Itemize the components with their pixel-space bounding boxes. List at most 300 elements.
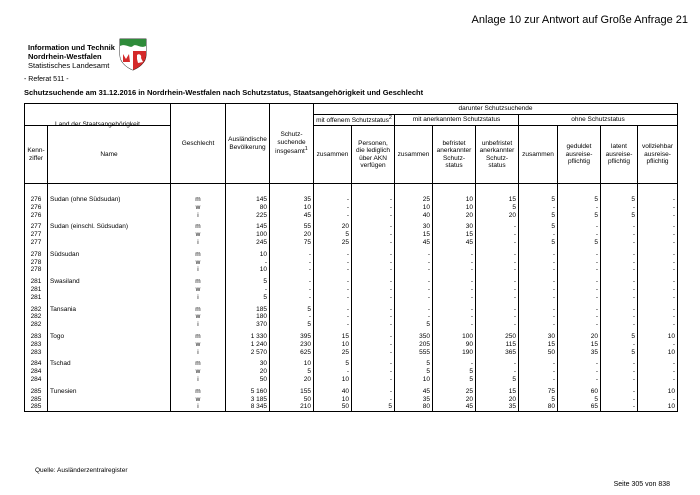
value-cell: 80 (519, 403, 558, 411)
value-cell: 145 (226, 223, 270, 231)
value-cell: - (352, 212, 395, 220)
referat-label: - Referat 511 - (24, 76, 69, 83)
value-cell: 5 (601, 333, 638, 341)
value-cell: - (476, 294, 519, 302)
value-cell: - (395, 278, 433, 286)
value-cell: 15 (519, 341, 558, 349)
header-befristet: befristet anerkannter Schutz-status (433, 126, 476, 184)
value-cell: - (558, 259, 601, 267)
header-offen: mit offenem Schutzstatus$^2$ (314, 115, 395, 126)
kennziffer-cell: 283 (25, 341, 48, 349)
value-cell: - (558, 313, 601, 321)
value-cell: - (638, 204, 678, 212)
kennziffer-cell: 281 (25, 286, 48, 294)
value-cell: - (601, 403, 638, 411)
value-cell: 5 (433, 376, 476, 384)
country-name-cell (48, 396, 171, 404)
value-cell: 30 (519, 333, 558, 341)
value-cell: - (352, 223, 395, 231)
value-cell: 25 (314, 239, 352, 247)
country-name-cell: Sudan (ohne Südsudan) (48, 196, 171, 204)
table-title: Schutzsuchende am 31.12.2016 in Nordrhein-Westfalen nach Schutzstatus, Staatsangehörigkeit und Geschlecht (24, 88, 424, 97)
value-cell: 5 (226, 294, 270, 302)
value-cell: - (352, 333, 395, 341)
value-cell: - (270, 259, 314, 267)
sex-cell: m (171, 388, 226, 396)
kennziffer-cell: 278 (25, 259, 48, 267)
value-cell: - (314, 368, 352, 376)
value-cell: 555 (395, 349, 433, 357)
value-cell: - (352, 313, 395, 321)
value-cell: - (601, 204, 638, 212)
value-cell: - (433, 251, 476, 259)
value-cell: 15 (558, 341, 601, 349)
kennziffer-cell: 276 (25, 212, 48, 220)
table-row (25, 333, 678, 341)
value-cell: - (601, 306, 638, 314)
value-cell: 20 (433, 212, 476, 220)
kennziffer-cell: 278 (25, 251, 48, 259)
value-cell: 5 (314, 360, 352, 368)
value-cell: - (638, 368, 678, 376)
value-cell: 5 (558, 239, 601, 247)
table-row (25, 212, 678, 220)
value-cell: - (601, 360, 638, 368)
value-cell: - (433, 321, 476, 329)
value-cell: 10 (433, 196, 476, 204)
table-row (25, 239, 678, 247)
value-cell: - (558, 251, 601, 259)
value-cell: - (601, 286, 638, 294)
header-name: Name (48, 126, 171, 184)
table-row (25, 349, 678, 357)
value-cell: - (395, 259, 433, 267)
value-cell: - (433, 286, 476, 294)
value-cell: - (314, 204, 352, 212)
kennziffer-cell: 282 (25, 321, 48, 329)
table-row (25, 294, 678, 302)
value-cell: 5 160 (226, 388, 270, 396)
value-cell: - (638, 251, 678, 259)
sex-cell: i (171, 266, 226, 274)
value-cell: - (476, 278, 519, 286)
value-cell: - (270, 313, 314, 321)
value-cell: - (314, 278, 352, 286)
value-cell: - (638, 321, 678, 329)
value-cell: - (476, 239, 519, 247)
value-cell: - (352, 396, 395, 404)
value-cell: 65 (558, 403, 601, 411)
value-cell: - (433, 306, 476, 314)
value-cell: 5 (519, 212, 558, 220)
kennziffer-cell: 284 (25, 368, 48, 376)
value-cell: 5 (519, 239, 558, 247)
header-latent: latent ausreise-pflichtig (601, 126, 638, 184)
value-cell: - (395, 251, 433, 259)
value-cell: 45 (270, 212, 314, 220)
country-name-cell (48, 212, 171, 220)
value-cell: - (519, 251, 558, 259)
value-cell: 50 (519, 349, 558, 357)
value-cell: 5 (476, 204, 519, 212)
value-cell: - (314, 266, 352, 274)
annex-label: Anlage 10 zur Antwort auf Große Anfrage 21 (471, 14, 688, 26)
value-cell: 45 (433, 403, 476, 411)
value-cell: - (638, 376, 678, 384)
value-cell: 225 (226, 212, 270, 220)
table-row (25, 204, 678, 212)
value-cell: - (476, 360, 519, 368)
value-cell: 370 (226, 321, 270, 329)
value-cell: - (226, 286, 270, 294)
value-cell: 100 (226, 231, 270, 239)
value-cell: - (638, 306, 678, 314)
sex-cell: m (171, 306, 226, 314)
value-cell: - (352, 286, 395, 294)
value-cell: 3 185 (226, 396, 270, 404)
value-cell: - (352, 360, 395, 368)
value-cell: 80 (226, 204, 270, 212)
kennziffer-cell: 282 (25, 313, 48, 321)
value-cell: 20 (314, 223, 352, 231)
value-cell: 25 (395, 196, 433, 204)
value-cell: 5 (433, 368, 476, 376)
value-cell: 15 (395, 231, 433, 239)
country-name-cell (48, 349, 171, 357)
kennziffer-cell: 285 (25, 388, 48, 396)
value-cell: - (352, 376, 395, 384)
sex-cell: i (171, 294, 226, 302)
value-cell: 20 (270, 376, 314, 384)
value-cell: - (352, 341, 395, 349)
value-cell: - (226, 259, 270, 267)
value-cell: 5 (601, 212, 638, 220)
value-cell: - (638, 223, 678, 231)
org-line-1: Information und Technik (28, 43, 115, 52)
value-cell: - (314, 313, 352, 321)
value-cell: - (314, 321, 352, 329)
value-cell: - (270, 278, 314, 286)
value-cell: - (519, 286, 558, 294)
value-cell: - (601, 396, 638, 404)
value-cell: - (558, 278, 601, 286)
value-cell: 5 (558, 196, 601, 204)
header-schutz-insgesamt: Schutz-suchende insgesamt$^1$ (270, 104, 314, 184)
country-name-cell (48, 321, 171, 329)
value-cell: 180 (226, 313, 270, 321)
header-anerkannt: mit anerkanntem Schutzstatus (395, 115, 519, 126)
value-cell: - (476, 321, 519, 329)
table-row (25, 231, 678, 239)
kennziffer-cell: 284 (25, 376, 48, 384)
value-cell: - (395, 294, 433, 302)
value-cell: - (638, 294, 678, 302)
value-cell: 10 (395, 204, 433, 212)
value-cell: - (476, 266, 519, 274)
value-cell: 625 (270, 349, 314, 357)
value-cell: 350 (395, 333, 433, 341)
sex-cell: m (171, 223, 226, 231)
value-cell: - (601, 341, 638, 349)
value-cell: 5 (476, 376, 519, 384)
value-cell: 75 (270, 239, 314, 247)
value-cell: - (352, 306, 395, 314)
country-name-cell: Sudan (einschl. Südsudan) (48, 223, 171, 231)
country-name-cell: Swasiland (48, 278, 171, 286)
value-cell: 5 (226, 278, 270, 286)
value-cell: - (638, 231, 678, 239)
table-row (25, 376, 678, 384)
value-cell: - (352, 388, 395, 396)
value-cell: - (476, 231, 519, 239)
value-cell: 365 (476, 349, 519, 357)
value-cell: 10 (638, 403, 678, 411)
value-cell: - (433, 294, 476, 302)
value-cell: 10 (638, 333, 678, 341)
value-cell: 20 (558, 333, 601, 341)
value-cell: 10 (270, 204, 314, 212)
header-personen-akn: Personen, die lediglich über AKN verfügen (352, 126, 395, 184)
value-cell: 10 (226, 251, 270, 259)
value-cell: 80 (395, 403, 433, 411)
value-cell: - (395, 266, 433, 274)
value-cell: 5 (270, 368, 314, 376)
value-cell: 10 (270, 360, 314, 368)
country-name-cell (48, 294, 171, 302)
table-row (25, 396, 678, 404)
kennziffer-cell: 276 (25, 204, 48, 212)
value-cell: - (519, 313, 558, 321)
value-cell: - (519, 306, 558, 314)
table-row (25, 306, 678, 314)
value-cell: - (352, 251, 395, 259)
header-geduldet: geduldet ausreise-pflichtig (558, 126, 601, 184)
kennziffer-cell: 283 (25, 333, 48, 341)
sex-cell: i (171, 239, 226, 247)
value-cell: 25 (433, 388, 476, 396)
value-cell: - (601, 266, 638, 274)
value-cell: 1 240 (226, 341, 270, 349)
value-cell: - (638, 259, 678, 267)
value-cell: - (519, 368, 558, 376)
value-cell: 10 (395, 376, 433, 384)
table-row (25, 341, 678, 349)
value-cell: - (601, 313, 638, 321)
table-row (25, 259, 678, 267)
country-name-cell: Togo (48, 333, 171, 341)
value-cell: - (601, 294, 638, 302)
value-cell: - (352, 321, 395, 329)
sex-cell: i (171, 349, 226, 357)
value-cell: - (638, 341, 678, 349)
kennziffer-cell: 277 (25, 231, 48, 239)
value-cell: - (558, 223, 601, 231)
org-line-3: Statistisches Landesamt (28, 61, 110, 70)
value-cell: - (558, 321, 601, 329)
value-cell: 245 (226, 239, 270, 247)
value-cell: - (352, 278, 395, 286)
value-cell: 5 (395, 368, 433, 376)
sex-cell: m (171, 333, 226, 341)
value-cell: 10 (226, 266, 270, 274)
value-cell: - (519, 294, 558, 302)
table-row (25, 223, 678, 231)
value-cell: - (270, 294, 314, 302)
table-row (25, 313, 678, 321)
kennziffer-cell: 277 (25, 223, 48, 231)
value-cell: 50 (314, 403, 352, 411)
value-cell: - (314, 286, 352, 294)
value-cell: 100 (433, 333, 476, 341)
value-cell: - (352, 294, 395, 302)
value-cell: - (601, 251, 638, 259)
value-cell: 30 (226, 360, 270, 368)
country-name-cell (48, 204, 171, 212)
value-cell: - (601, 388, 638, 396)
value-cell: 10 (638, 388, 678, 396)
value-cell: 20 (476, 396, 519, 404)
value-cell: - (352, 204, 395, 212)
value-cell: - (352, 196, 395, 204)
value-cell: - (601, 223, 638, 231)
value-cell: 35 (270, 196, 314, 204)
header-darunter: darunter Schutzsuchende (314, 104, 678, 115)
value-cell: 25 (314, 349, 352, 357)
header-vollziehbar: vollziehbar ausreise-pflichtig (638, 126, 678, 184)
sex-cell: w (171, 341, 226, 349)
value-cell: 45 (433, 239, 476, 247)
table-row (25, 278, 678, 286)
value-cell: - (352, 239, 395, 247)
country-name-cell: Tschad (48, 360, 171, 368)
table-row (25, 251, 678, 259)
value-cell: - (601, 239, 638, 247)
value-cell: - (638, 278, 678, 286)
value-cell: - (476, 259, 519, 267)
value-cell: - (314, 306, 352, 314)
country-name-cell: Tansania (48, 306, 171, 314)
header-geschlecht: Geschlecht (171, 104, 226, 184)
value-cell: 10 (314, 341, 352, 349)
country-name-cell (48, 341, 171, 349)
value-cell: - (519, 278, 558, 286)
sex-cell: w (171, 259, 226, 267)
value-cell: - (352, 259, 395, 267)
kennziffer-cell: 277 (25, 239, 48, 247)
value-cell: 5 (601, 349, 638, 357)
value-cell: - (476, 368, 519, 376)
value-cell: 1 330 (226, 333, 270, 341)
value-cell: - (558, 360, 601, 368)
value-cell: 15 (476, 196, 519, 204)
header-kennziffer: Kenn-ziffer (25, 126, 48, 184)
kennziffer-cell: 284 (25, 360, 48, 368)
kennziffer-cell: 285 (25, 403, 48, 411)
country-name-cell: Tunesien (48, 388, 171, 396)
value-cell: - (638, 196, 678, 204)
value-cell: 5 (395, 321, 433, 329)
sex-cell: w (171, 396, 226, 404)
value-cell: 5 (270, 321, 314, 329)
value-cell: 45 (395, 239, 433, 247)
value-cell: 145 (226, 196, 270, 204)
value-cell: - (395, 286, 433, 294)
value-cell: - (433, 278, 476, 286)
header-land: Land der Staatsangehörigkeit (25, 104, 171, 126)
value-cell: 155 (270, 388, 314, 396)
country-name-cell (48, 313, 171, 321)
country-name-cell (48, 259, 171, 267)
sex-cell: m (171, 278, 226, 286)
sex-cell: w (171, 231, 226, 239)
value-cell: 20 (270, 231, 314, 239)
value-cell: 35 (395, 396, 433, 404)
value-cell: - (601, 321, 638, 329)
value-cell: 90 (433, 341, 476, 349)
value-cell: - (558, 266, 601, 274)
value-cell: - (433, 360, 476, 368)
value-cell: - (638, 212, 678, 220)
value-cell: 55 (270, 223, 314, 231)
value-cell: 30 (395, 223, 433, 231)
value-cell: 40 (314, 388, 352, 396)
value-cell: - (270, 266, 314, 274)
value-cell: - (519, 360, 558, 368)
value-cell: 5 (601, 196, 638, 204)
sex-cell: m (171, 360, 226, 368)
sex-cell: w (171, 313, 226, 321)
country-name-cell: Südsudan (48, 251, 171, 259)
value-cell: 20 (476, 212, 519, 220)
value-cell: 40 (395, 212, 433, 220)
value-cell: - (433, 259, 476, 267)
data-table (24, 103, 678, 412)
value-cell: - (476, 286, 519, 294)
country-name-cell (48, 286, 171, 294)
value-cell: - (558, 368, 601, 376)
header-bevoelkerung: Ausländische Bevölkerung (226, 104, 270, 184)
value-cell: - (314, 259, 352, 267)
value-cell: - (558, 294, 601, 302)
value-cell: 190 (433, 349, 476, 357)
value-cell: - (638, 313, 678, 321)
table-row (25, 266, 678, 274)
table-row (25, 196, 678, 204)
value-cell: - (433, 313, 476, 321)
value-cell: 35 (476, 403, 519, 411)
value-cell: 5 (519, 223, 558, 231)
value-cell: 15 (476, 388, 519, 396)
value-cell: 2 570 (226, 349, 270, 357)
value-cell: 15 (314, 333, 352, 341)
value-cell: 8 345 (226, 403, 270, 411)
value-cell: - (601, 231, 638, 239)
value-cell: - (270, 286, 314, 294)
value-cell: - (395, 313, 433, 321)
value-cell: 60 (558, 388, 601, 396)
value-cell: - (395, 306, 433, 314)
value-cell: - (519, 259, 558, 267)
value-cell: 5 (558, 396, 601, 404)
value-cell: - (519, 321, 558, 329)
value-cell: 205 (395, 341, 433, 349)
country-name-cell (48, 239, 171, 247)
value-cell: - (352, 349, 395, 357)
value-cell: 5 (270, 306, 314, 314)
country-name-cell (48, 403, 171, 411)
value-cell: 35 (558, 349, 601, 357)
value-cell: - (314, 212, 352, 220)
